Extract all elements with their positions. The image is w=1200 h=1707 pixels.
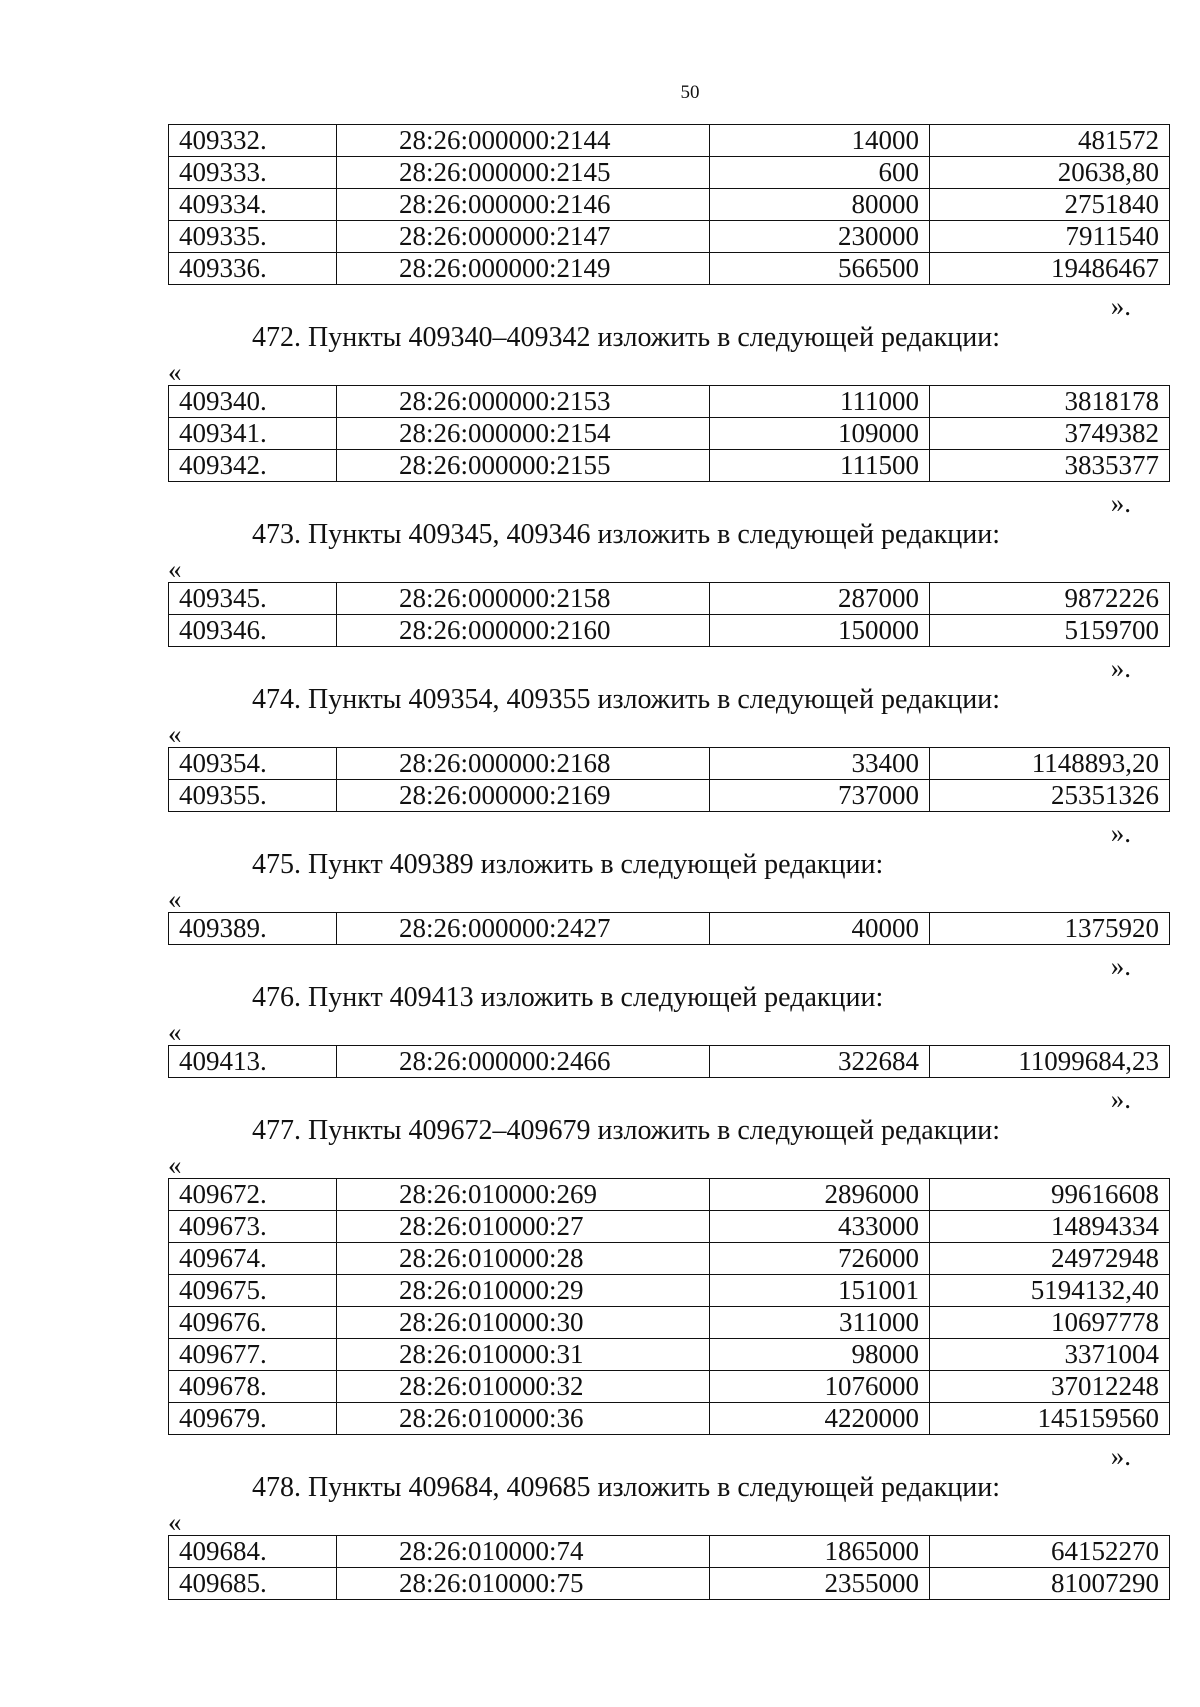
section-data-table — [168, 582, 1170, 647]
cadastral-value: 99616608 — [930, 1179, 1170, 1211]
row-number: 409333. — [169, 157, 337, 189]
table-row — [169, 418, 1170, 450]
row-number: 409676. — [169, 1307, 337, 1339]
cadastral-value: 1375920 — [930, 913, 1170, 945]
area-value: 80000 — [710, 189, 930, 221]
section-heading: 475. Пункт 409389 изложить в следующей редакции: — [252, 849, 884, 880]
area-value: 4220000 — [710, 1403, 930, 1435]
row-number: 409354. — [169, 748, 337, 780]
area-value: 433000 — [710, 1211, 930, 1243]
cadastral-number: 28:26:000000:2145 — [337, 157, 710, 189]
closing-quote: ». — [1110, 818, 1131, 848]
cadastral-number: 28:26:010000:29 — [337, 1275, 710, 1307]
cadastral-value: 81007290 — [930, 1568, 1170, 1600]
cadastral-number: 28:26:010000:31 — [337, 1339, 710, 1371]
table-row — [169, 450, 1170, 482]
cadastral-value: 25351326 — [930, 780, 1170, 812]
cadastral-number: 28:26:000000:2158 — [337, 583, 710, 615]
section-heading: 476. Пункт 409413 изложить в следующей редакции: — [252, 982, 884, 1013]
section-heading: 477. Пункты 409672–409679 изложить в следующей редакции: — [252, 1115, 1001, 1146]
closing-quote: ». — [1110, 488, 1131, 518]
cadastral-value: 64152270 — [930, 1536, 1170, 1568]
table-row — [169, 1568, 1170, 1600]
cadastral-value: 10697778 — [930, 1307, 1170, 1339]
area-value: 311000 — [710, 1307, 930, 1339]
area-value: 726000 — [710, 1243, 930, 1275]
row-number: 409684. — [169, 1536, 337, 1568]
section-data-table — [168, 747, 1170, 812]
row-number: 409389. — [169, 913, 337, 945]
table-row — [169, 780, 1170, 812]
table-row — [169, 1243, 1170, 1275]
area-value: 109000 — [710, 418, 930, 450]
cadastral-number: 28:26:000000:2147 — [337, 221, 710, 253]
closing-quote: ». — [1110, 653, 1131, 683]
table-row — [169, 386, 1170, 418]
cadastral-number: 28:26:010000:27 — [337, 1211, 710, 1243]
table-row — [169, 913, 1170, 945]
opening-quote: « — [168, 554, 182, 584]
row-number: 409677. — [169, 1339, 337, 1371]
row-number: 409673. — [169, 1211, 337, 1243]
cadastral-value: 37012248 — [930, 1371, 1170, 1403]
cadastral-value: 2751840 — [930, 189, 1170, 221]
row-number: 409342. — [169, 450, 337, 482]
area-value: 2355000 — [710, 1568, 930, 1600]
cadastral-value: 20638,80 — [930, 157, 1170, 189]
table-row — [169, 1371, 1170, 1403]
area-value: 98000 — [710, 1339, 930, 1371]
cadastral-number: 28:26:000000:2168 — [337, 748, 710, 780]
section-data-table — [168, 1045, 1170, 1078]
opening-quote: « — [168, 1017, 182, 1047]
row-number: 409332. — [169, 125, 337, 157]
closing-quote: ». — [1110, 291, 1131, 321]
table-row — [169, 221, 1170, 253]
cadastral-number: 28:26:000000:2427 — [337, 913, 710, 945]
section-heading: 474. Пункты 409354, 409355 изложить в следующей редакции: — [252, 684, 1001, 715]
row-number: 409335. — [169, 221, 337, 253]
cadastral-value: 3818178 — [930, 386, 1170, 418]
row-number: 409413. — [169, 1046, 337, 1078]
closing-quote: ». — [1110, 951, 1131, 981]
closing-quote: ». — [1110, 1084, 1131, 1114]
cadastral-value: 5194132,40 — [930, 1275, 1170, 1307]
area-value: 40000 — [710, 913, 930, 945]
cadastral-number: 28:26:000000:2155 — [337, 450, 710, 482]
cadastral-number: 28:26:000000:2153 — [337, 386, 710, 418]
row-number: 409334. — [169, 189, 337, 221]
table-row — [169, 157, 1170, 189]
cadastral-value: 11099684,23 — [930, 1046, 1170, 1078]
section-data-table — [168, 1178, 1170, 1435]
area-value: 566500 — [710, 253, 930, 285]
first-data-table — [168, 124, 1170, 285]
opening-quote: « — [168, 1507, 182, 1537]
row-number: 409672. — [169, 1179, 337, 1211]
table-row — [169, 1046, 1170, 1078]
section-heading: 478. Пункты 409684, 409685 изложить в следующей редакции: — [252, 1472, 1001, 1503]
table-row — [169, 1339, 1170, 1371]
table-row — [169, 1403, 1170, 1435]
section-heading: 473. Пункты 409345, 409346 изложить в следующей редакции: — [252, 519, 1001, 550]
area-value: 14000 — [710, 125, 930, 157]
table-row — [169, 253, 1170, 285]
area-value: 151001 — [710, 1275, 930, 1307]
section-data-table — [168, 385, 1170, 482]
cadastral-number: 28:26:010000:74 — [337, 1536, 710, 1568]
table-row — [169, 1536, 1170, 1568]
cadastral-number: 28:26:010000:75 — [337, 1568, 710, 1600]
row-number: 409355. — [169, 780, 337, 812]
table-row — [169, 1307, 1170, 1339]
cadastral-number: 28:26:010000:28 — [337, 1243, 710, 1275]
row-number: 409674. — [169, 1243, 337, 1275]
table-row — [169, 1275, 1170, 1307]
cadastral-value: 9872226 — [930, 583, 1170, 615]
area-value: 111500 — [710, 450, 930, 482]
cadastral-number: 28:26:000000:2144 — [337, 125, 710, 157]
area-value: 111000 — [710, 386, 930, 418]
section-data-table — [168, 1535, 1170, 1600]
area-value: 322684 — [710, 1046, 930, 1078]
cadastral-value: 145159560 — [930, 1403, 1170, 1435]
cadastral-value: 3749382 — [930, 418, 1170, 450]
row-number: 409678. — [169, 1371, 337, 1403]
row-number: 409336. — [169, 253, 337, 285]
cadastral-number: 28:26:010000:36 — [337, 1403, 710, 1435]
area-value: 230000 — [710, 221, 930, 253]
opening-quote: « — [168, 884, 182, 914]
closing-quote: ». — [1110, 1441, 1131, 1471]
area-value: 600 — [710, 157, 930, 189]
opening-quote: « — [168, 1150, 182, 1180]
section-heading: 472. Пункты 409340–409342 изложить в следующей редакции: — [252, 322, 1001, 353]
area-value: 2896000 — [710, 1179, 930, 1211]
cadastral-number: 28:26:010000:30 — [337, 1307, 710, 1339]
table-row — [169, 189, 1170, 221]
table-row — [169, 748, 1170, 780]
cadastral-number: 28:26:000000:2146 — [337, 189, 710, 221]
cadastral-number: 28:26:000000:2169 — [337, 780, 710, 812]
opening-quote: « — [168, 719, 182, 749]
table-row — [169, 583, 1170, 615]
cadastral-number: 28:26:000000:2154 — [337, 418, 710, 450]
cadastral-value: 24972948 — [930, 1243, 1170, 1275]
area-value: 33400 — [710, 748, 930, 780]
row-number: 409345. — [169, 583, 337, 615]
cadastral-number: 28:26:010000:32 — [337, 1371, 710, 1403]
cadastral-value: 14894334 — [930, 1211, 1170, 1243]
table-row — [169, 1211, 1170, 1243]
cadastral-value: 3371004 — [930, 1339, 1170, 1371]
table-row — [169, 615, 1170, 647]
area-value: 150000 — [710, 615, 930, 647]
table-row — [169, 1179, 1170, 1211]
cadastral-number: 28:26:000000:2149 — [337, 253, 710, 285]
row-number: 409340. — [169, 386, 337, 418]
cadastral-value: 7911540 — [930, 221, 1170, 253]
opening-quote: « — [168, 357, 182, 387]
cadastral-value: 5159700 — [930, 615, 1170, 647]
cadastral-number: 28:26:010000:269 — [337, 1179, 710, 1211]
page-number: 50 — [680, 82, 700, 103]
row-number: 409341. — [169, 418, 337, 450]
document-body — [168, 124, 1169, 1600]
cadastral-value: 1148893,20 — [930, 748, 1170, 780]
area-value: 737000 — [710, 780, 930, 812]
table-row — [169, 125, 1170, 157]
cadastral-value: 19486467 — [930, 253, 1170, 285]
section-data-table — [168, 912, 1170, 945]
row-number: 409675. — [169, 1275, 337, 1307]
area-value: 287000 — [710, 583, 930, 615]
cadastral-value: 481572 — [930, 125, 1170, 157]
row-number: 409685. — [169, 1568, 337, 1600]
cadastral-number: 28:26:000000:2466 — [337, 1046, 710, 1078]
cadastral-value: 3835377 — [930, 450, 1170, 482]
row-number: 409679. — [169, 1403, 337, 1435]
row-number: 409346. — [169, 615, 337, 647]
area-value: 1865000 — [710, 1536, 930, 1568]
cadastral-number: 28:26:000000:2160 — [337, 615, 710, 647]
area-value: 1076000 — [710, 1371, 930, 1403]
